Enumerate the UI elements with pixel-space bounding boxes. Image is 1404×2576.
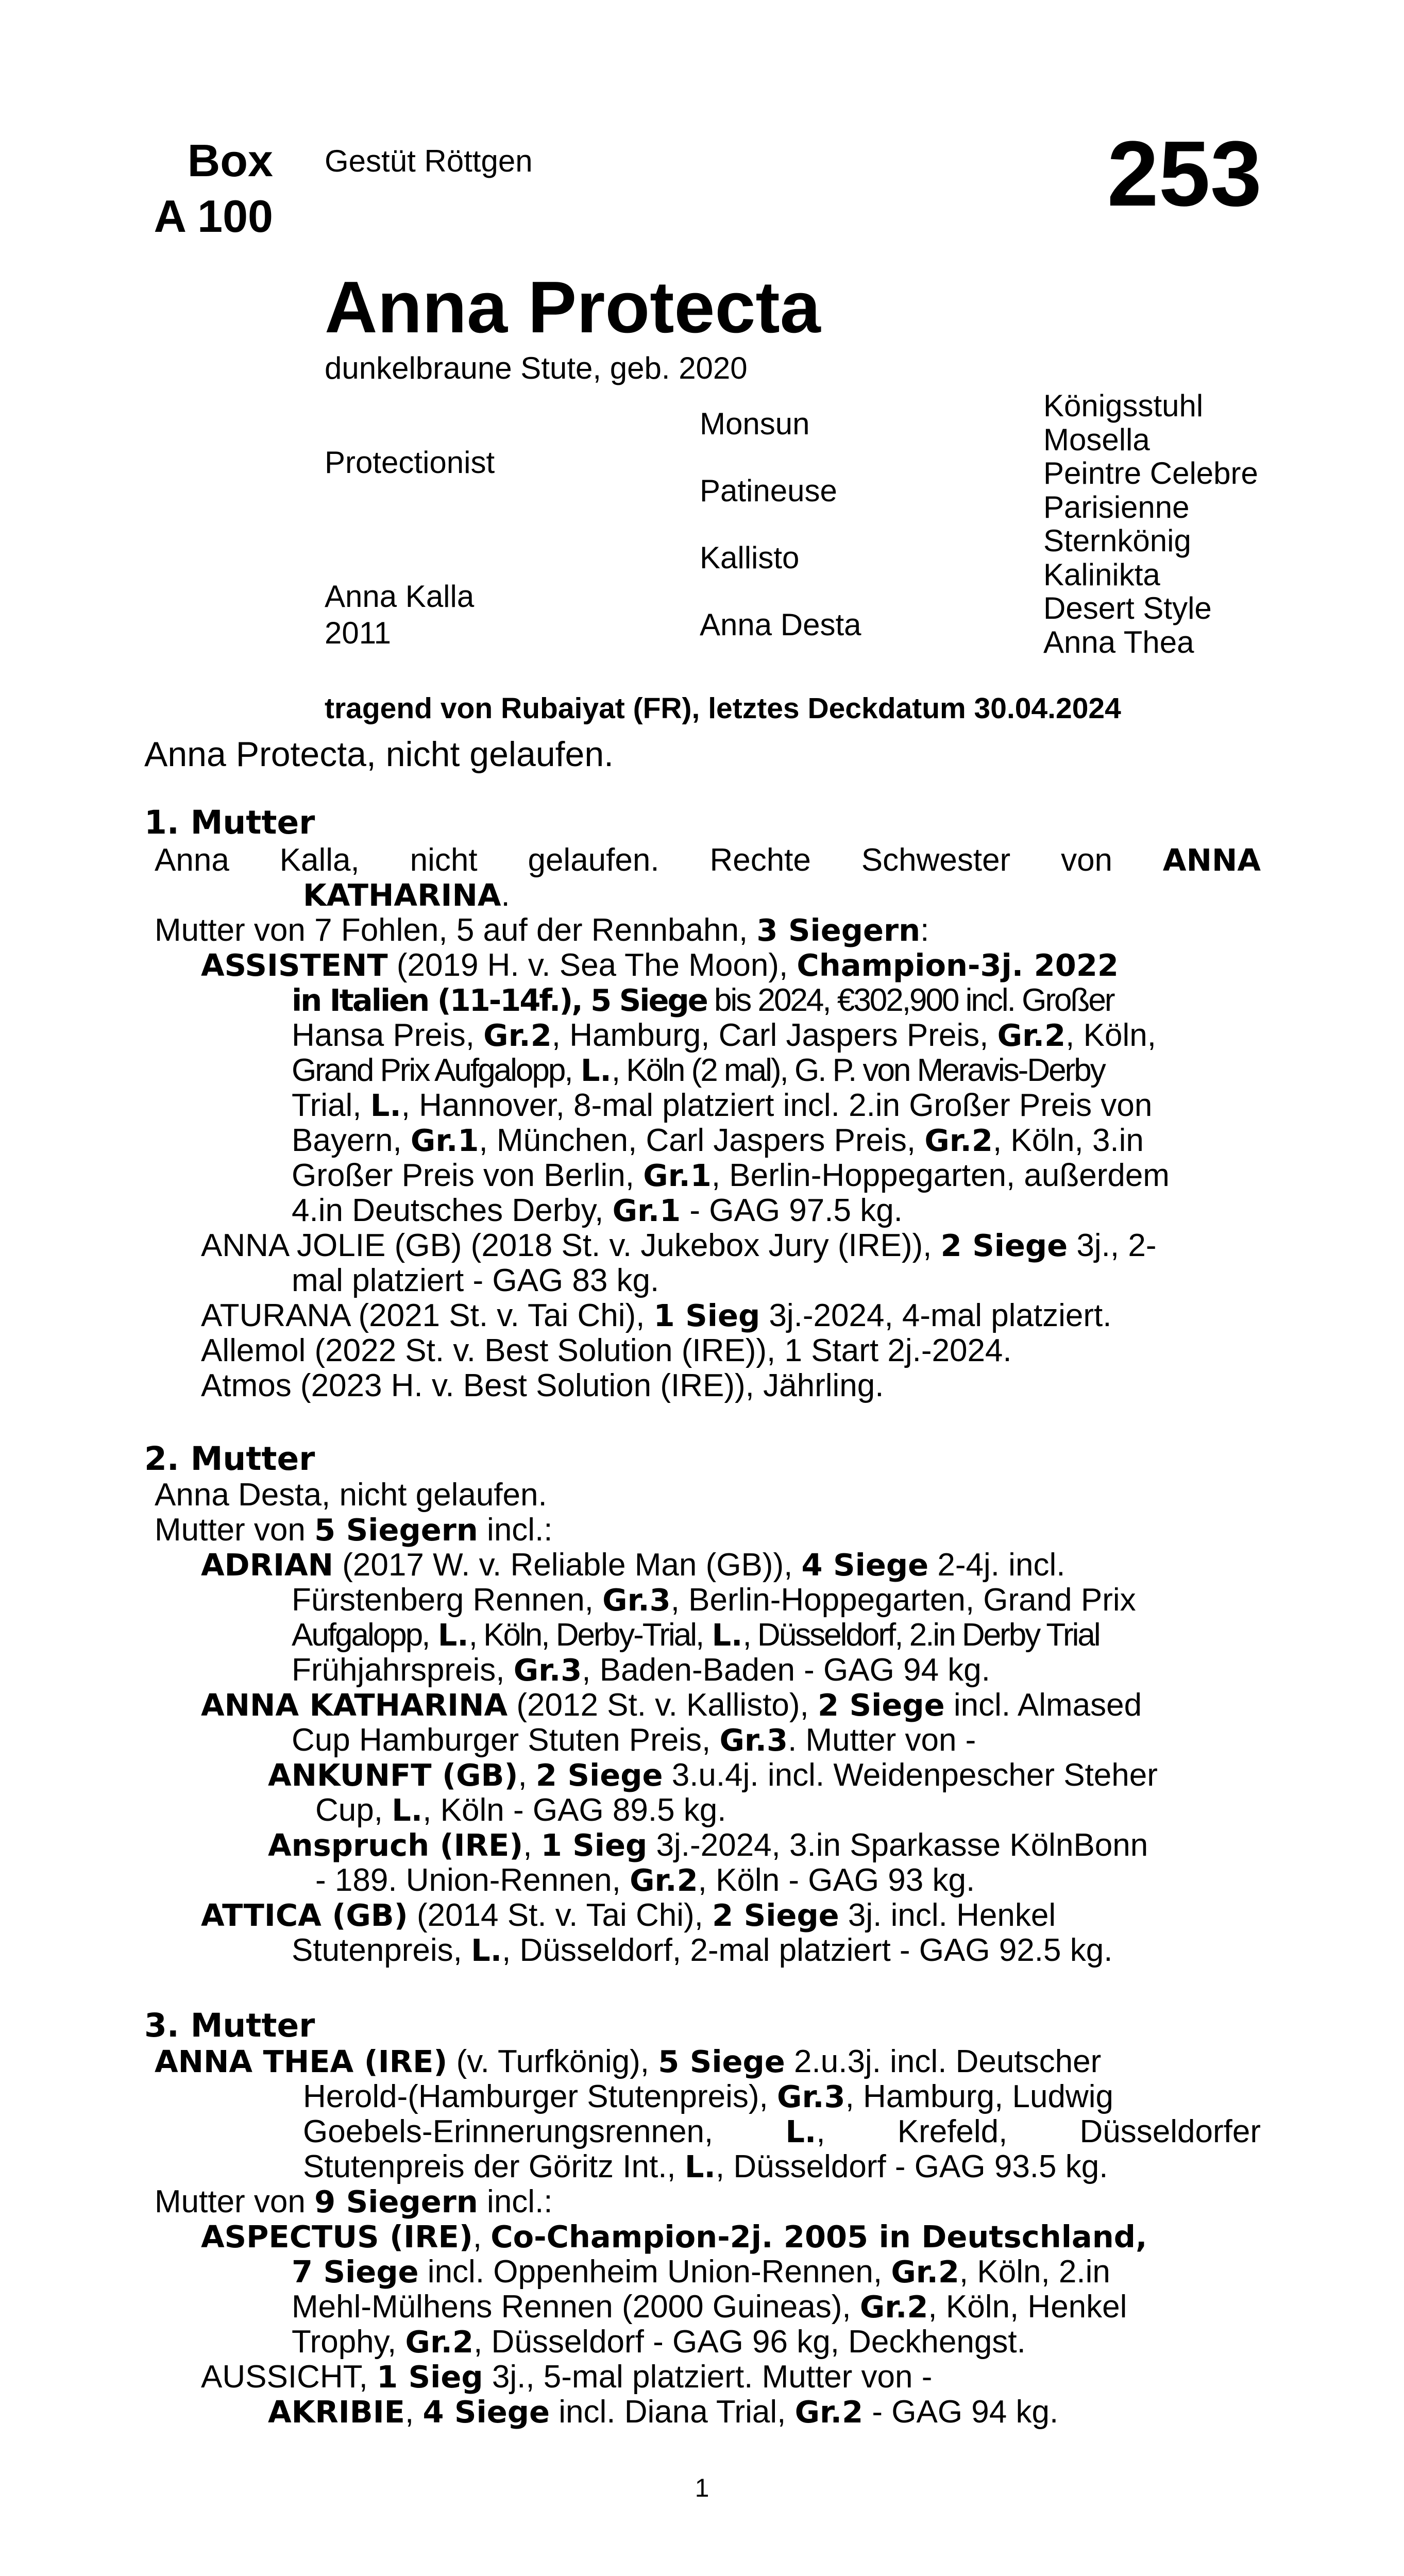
bold-text: Co-Champion-2j. 2005 in Deutschland, [490, 2219, 1147, 2255]
entry-anspruch-1 [268, 1827, 1148, 1863]
text: (2012 St. v. Kallisto), [508, 1687, 809, 1723]
text: 3j., 5-mal platziert. Mutter von - [483, 2359, 933, 2395]
bold-text: 1 Sieg [377, 2359, 483, 2395]
text: 4.in Deutsches Derby, [292, 1193, 604, 1228]
text: , Hamburg, Carl Jaspers Preis, [551, 1018, 989, 1053]
text: , Köln, 2.in [959, 2254, 1110, 2290]
pedigree-dam-dam: Anna Desta [700, 607, 861, 642]
entry-attica-1 [201, 1897, 1056, 1934]
bold-text: Gr.2 [483, 1018, 552, 1053]
text: , München, Carl Jaspers Preis, [479, 1123, 916, 1158]
pedigree-dam-sire: Kallisto [700, 540, 800, 575]
horse-name-bold: ASPECTUS (IRE) [201, 2219, 473, 2255]
text: , Köln, Derby-Trial, [468, 1617, 703, 1653]
text: incl. Oppenheim Union-Rennen, [418, 2254, 883, 2290]
text: Grand Prix Aufgalopp, [292, 1053, 572, 1088]
bold-text: L. [471, 1933, 502, 1968]
text: (v. Turfkönig), [447, 2044, 649, 2079]
text: , [472, 2219, 482, 2255]
entry-ankunft-1 [268, 1757, 1158, 1793]
horse-name-bold: ANNA KATHARINA [201, 1687, 508, 1723]
entry-aturana [201, 1298, 1112, 1334]
text: , Düsseldorf - GAG 93.5 kg. [715, 2149, 1108, 2184]
text: AUSSICHT, [201, 2359, 368, 2395]
text: Mutter von 7 Fohlen, 5 auf der Rennbahn, [155, 912, 748, 948]
entry-anspruch-2 [315, 1862, 975, 1899]
horse-description: dunkelbraune Stute, geb. 2020 [325, 351, 748, 385]
horse-name: Anna Protecta [325, 266, 821, 348]
dam-line [155, 842, 1261, 878]
bold-text: L. [392, 1792, 423, 1828]
bold-text: ANNA [1162, 842, 1261, 878]
text: , Köln, Henkel [928, 2289, 1127, 2325]
text: , Köln - GAG 93 kg. [698, 1862, 975, 1898]
horse-name-bold: ADRIAN [201, 1547, 334, 1583]
entry-assistent-7 [292, 1158, 1170, 1194]
produce-summary [155, 912, 929, 948]
entry-adrian-4 [292, 1652, 990, 1688]
entry-anna-thea-4 [303, 2149, 1108, 2185]
entry-aspectus-2 [292, 2254, 1110, 2290]
entry-aspectus-1 [201, 2219, 1147, 2255]
box-label [139, 133, 273, 244]
text: , Düsseldorf - GAG 96 kg, Deckhengst. [473, 2324, 1026, 2360]
text: Stutenpreis der Göritz Int., [303, 2149, 676, 2184]
pedigree-sire-dam: Patineuse [700, 473, 837, 508]
text: Trial, [292, 1088, 362, 1123]
entry-anna-thea-2 [303, 2079, 1113, 2115]
entry-anna-thea-1 [155, 2044, 1101, 2080]
text: Fürstenberg Rennen, [292, 1582, 594, 1618]
bold-text: L. [684, 2149, 716, 2184]
bold-text: KATHARINA [303, 877, 501, 913]
text: Aufgalopp, [292, 1617, 429, 1653]
text: - GAG 97.5 kg. [681, 1193, 903, 1228]
box-number: A 100 [154, 191, 273, 242]
bold-text: 2 Siege [940, 1228, 1068, 1263]
text: 2-4j. incl. [928, 1547, 1065, 1583]
bold-text: Gr.2 [891, 2254, 959, 2290]
third-dam-produce [155, 2184, 553, 2220]
pedigree-gg-6: Kalinikta [1043, 557, 1160, 592]
bold-text: 2 Siege [818, 1687, 945, 1723]
entry-anna-katharina-1 [201, 1687, 1142, 1723]
entry-assistent-1 [201, 947, 1119, 984]
pedigree-gg-4: Parisienne [1043, 490, 1190, 524]
bold-text: 5 Siegern [314, 1512, 478, 1548]
text: Goebels-Erinnerungsrennen, [303, 2114, 714, 2149]
entry-assistent-2 [292, 982, 1114, 1019]
pedigree-gg-7: Desert Style [1043, 591, 1212, 625]
entry-anna-katharina-2 [292, 1722, 976, 1758]
bold-text: L. [370, 1088, 401, 1123]
text: . Mutter von - [788, 1722, 976, 1758]
text: Großer Preis von Berlin, [292, 1158, 634, 1193]
bold-text: 4 Siege [422, 2394, 550, 2430]
horse-name-bold: AKRIBIE [268, 2394, 405, 2430]
section-heading-3: 3. Mutter [144, 2007, 315, 2044]
entry-anna-jolie-1 [201, 1228, 1156, 1264]
text: , Baden-Baden - GAG 94 kg. [582, 1652, 990, 1688]
text: (2014 St. v. Tai Chi), [408, 1897, 703, 1933]
entry-anna-jolie-2: mal platziert - GAG 83 kg. [292, 1263, 659, 1298]
entry-allemol: Allemol (2022 St. v. Best Solution (IRE)), 1 Start 2j.-2024. [201, 1333, 1012, 1368]
page-number: 1 [695, 2473, 709, 2502]
entry-aspectus-4 [292, 2324, 1026, 2360]
bold-text: Gr.2 [924, 1123, 993, 1158]
bold-text: 4 Siege [801, 1547, 929, 1583]
bold-text: L. [785, 2114, 817, 2149]
bold-text: Gr.1 [612, 1193, 681, 1228]
lot-number: 253 [1107, 122, 1262, 226]
bold-text: Gr.2 [997, 1018, 1066, 1053]
bold-text: Gr.2 [405, 2324, 474, 2360]
entry-ankunft-2 [315, 1792, 726, 1828]
text: Herold-(Hamburger Stutenpreis), [303, 2079, 768, 2114]
text: Trophy, [292, 2324, 397, 2360]
text: Anna Kalla, nicht gelaufen. Rechte Schwester von [155, 842, 1113, 878]
text: 2.u.3j. incl. Deutscher [785, 2044, 1102, 2079]
bold-text: 1 Sieg [653, 1298, 760, 1333]
text: Bayern, [292, 1123, 402, 1158]
second-dam-line: Anna Desta, nicht gelaufen. [155, 1477, 547, 1513]
text: bis 2024, €302,900 incl. Großer [706, 982, 1114, 1018]
pedigree-dam-year: 2011 [325, 616, 392, 650]
text: , Köln, [1065, 1018, 1156, 1053]
entry-adrian-2 [292, 1582, 1136, 1618]
entry-adrian-3 [292, 1617, 1099, 1653]
bold-text: Gr.3 [602, 1582, 671, 1618]
bold-text: 2 Siege [712, 1897, 839, 1933]
horse-name-bold: ATTICA (GB) [201, 1897, 408, 1933]
text: , Köln, 3.in [992, 1123, 1144, 1158]
text: 3j.-2024, 3.in Sparkasse KölnBonn [647, 1827, 1148, 1863]
text: , Krefeld, Düsseldorfer [816, 2114, 1261, 2149]
text: Mutter von [155, 2184, 306, 2219]
text: , Köln (2 mal), G. P. von Meravis-Derby [611, 1053, 1105, 1088]
bold-text: Gr.1 [410, 1123, 479, 1158]
text: ATURANA (2021 St. v. Tai Chi), [201, 1298, 645, 1333]
entry-attica-2 [292, 1933, 1112, 1969]
pedigree-gg-8: Anna Thea [1043, 625, 1194, 659]
text: 3j.-2024, 4-mal platziert. [760, 1298, 1112, 1333]
horse-name-bold: ANKUNFT (GB) [268, 1757, 518, 1793]
bold-text: L. [712, 1617, 743, 1653]
text: , [518, 1757, 527, 1793]
text: , Düsseldorf, 2.in Derby Trial [742, 1617, 1099, 1653]
entry-aspectus-3 [292, 2289, 1127, 2325]
bold-text: 1 Sieg [540, 1827, 648, 1863]
entry-assistent-4 [292, 1053, 1105, 1089]
bold-text: 2 Siege [535, 1757, 663, 1793]
pedigree-gg-5: Sternkönig [1043, 523, 1191, 558]
bold-text: 7 Siege [292, 2254, 419, 2290]
horse-name-bold: ANNA THEA (IRE) [155, 2044, 448, 2079]
text: incl. Almased [944, 1687, 1142, 1723]
bold-text: L. [437, 1617, 469, 1653]
pedigree-gg-2: Mosella [1043, 422, 1150, 457]
bold-text: Gr.1 [643, 1158, 712, 1193]
bold-text: Gr.3 [719, 1722, 788, 1758]
text: (2017 W. v. Reliable Man (GB)), [333, 1547, 793, 1583]
bold-text: in Italien (11-14f.), 5 Siege [292, 982, 707, 1018]
dam-line-cont [303, 877, 510, 913]
intro-text: Anna Protecta, nicht gelaufen. [144, 735, 614, 774]
pedigree-sire: Protectionist [325, 445, 495, 480]
breeder-name: Gestüt Röttgen [325, 144, 533, 178]
bold-text: Gr.3 [513, 1652, 582, 1688]
horse-name-bold: ASSISTENT [201, 947, 388, 983]
text: 3j., 2- [1068, 1228, 1157, 1263]
bold-text: Gr.2 [630, 1862, 698, 1898]
text: , [405, 2394, 414, 2430]
bold-text: L. [580, 1053, 612, 1088]
pedigree-sire-sire: Monsun [700, 406, 810, 441]
text: incl. Diana Trial, [550, 2394, 786, 2430]
text: , Hannover, 8-mal platziert incl. 2.in Großer Preis von [401, 1088, 1153, 1123]
text: incl.: [478, 2184, 553, 2219]
entry-assistent-5 [292, 1088, 1152, 1124]
text: 3j. incl. Henkel [839, 1897, 1056, 1933]
text: ANNA JOLIE (GB) (2018 St. v. Jukebox Jury (IRE)), [201, 1228, 932, 1263]
bold-text: 9 Siegern [314, 2184, 478, 2219]
text: : [920, 912, 929, 948]
entry-akribie [268, 2394, 1058, 2430]
text: , Berlin-Hoppegarten, außerdem [711, 1158, 1170, 1193]
pedigree-gg-1: Königsstuhl [1043, 388, 1204, 423]
text: 3.u.4j. incl. Weidenpescher Steher [663, 1757, 1158, 1793]
text: , Düsseldorf, 2-mal platziert - GAG 92.5 kg. [502, 1933, 1113, 1968]
entry-assistent-3 [292, 1018, 1156, 1054]
entry-adrian-1 [201, 1547, 1065, 1583]
text: Frühjahrspreis, [292, 1652, 505, 1688]
text: Hansa Preis, [292, 1018, 475, 1053]
bold-text: Gr.2 [859, 2289, 928, 2325]
bold-text: 5 Siege [658, 2044, 785, 2079]
bold-text: 3 Siegern [756, 912, 921, 948]
second-dam-produce [155, 1512, 553, 1548]
box-label-word: Box [187, 135, 273, 186]
section-heading-1: 1. Mutter [144, 804, 315, 841]
text: - 189. Union-Rennen, [315, 1862, 621, 1898]
bold-text: Gr.2 [794, 2394, 864, 2430]
text: , Köln - GAG 89.5 kg. [422, 1792, 726, 1828]
text: , Hamburg, Ludwig [845, 2079, 1113, 2114]
text: Stutenpreis, [292, 1933, 462, 1968]
text: Cup Hamburger Stuten Preis, [292, 1722, 711, 1758]
text: incl.: [478, 1512, 553, 1548]
text: Mutter von [155, 1512, 306, 1548]
text: Mehl-Mülhens Rennen (2000 Guineas), [292, 2289, 851, 2325]
entry-atmos: Atmos (2023 H. v. Best Solution (IRE)), Jährling. [201, 1368, 884, 1403]
text: , Berlin-Hoppegarten, Grand Prix [670, 1582, 1136, 1618]
entry-aussicht [201, 2359, 932, 2395]
pedigree-dam: Anna Kalla [325, 579, 475, 614]
text: (2019 H. v. Sea The Moon), [387, 947, 788, 983]
entry-assistent-8 [292, 1193, 903, 1229]
text: . [501, 877, 510, 913]
text: , [523, 1827, 532, 1863]
bold-text: Champion-3j. 2022 [797, 947, 1119, 983]
pedigree-gg-3: Peintre Celebre [1043, 456, 1258, 490]
horse-name-bold: Anspruch (IRE) [268, 1827, 523, 1863]
entry-anna-thea-3 [303, 2114, 1261, 2150]
entry-assistent-6 [292, 1123, 1144, 1159]
text: - GAG 94 kg. [863, 2394, 1059, 2430]
bold-text: Gr.3 [777, 2079, 845, 2114]
section-heading-2: 2. Mutter [144, 1440, 315, 1478]
covered-note: tragend von Rubaiyat (FR), letztes Deckdatum 30.04.2024 [325, 692, 1121, 725]
text: Cup, [315, 1792, 383, 1828]
